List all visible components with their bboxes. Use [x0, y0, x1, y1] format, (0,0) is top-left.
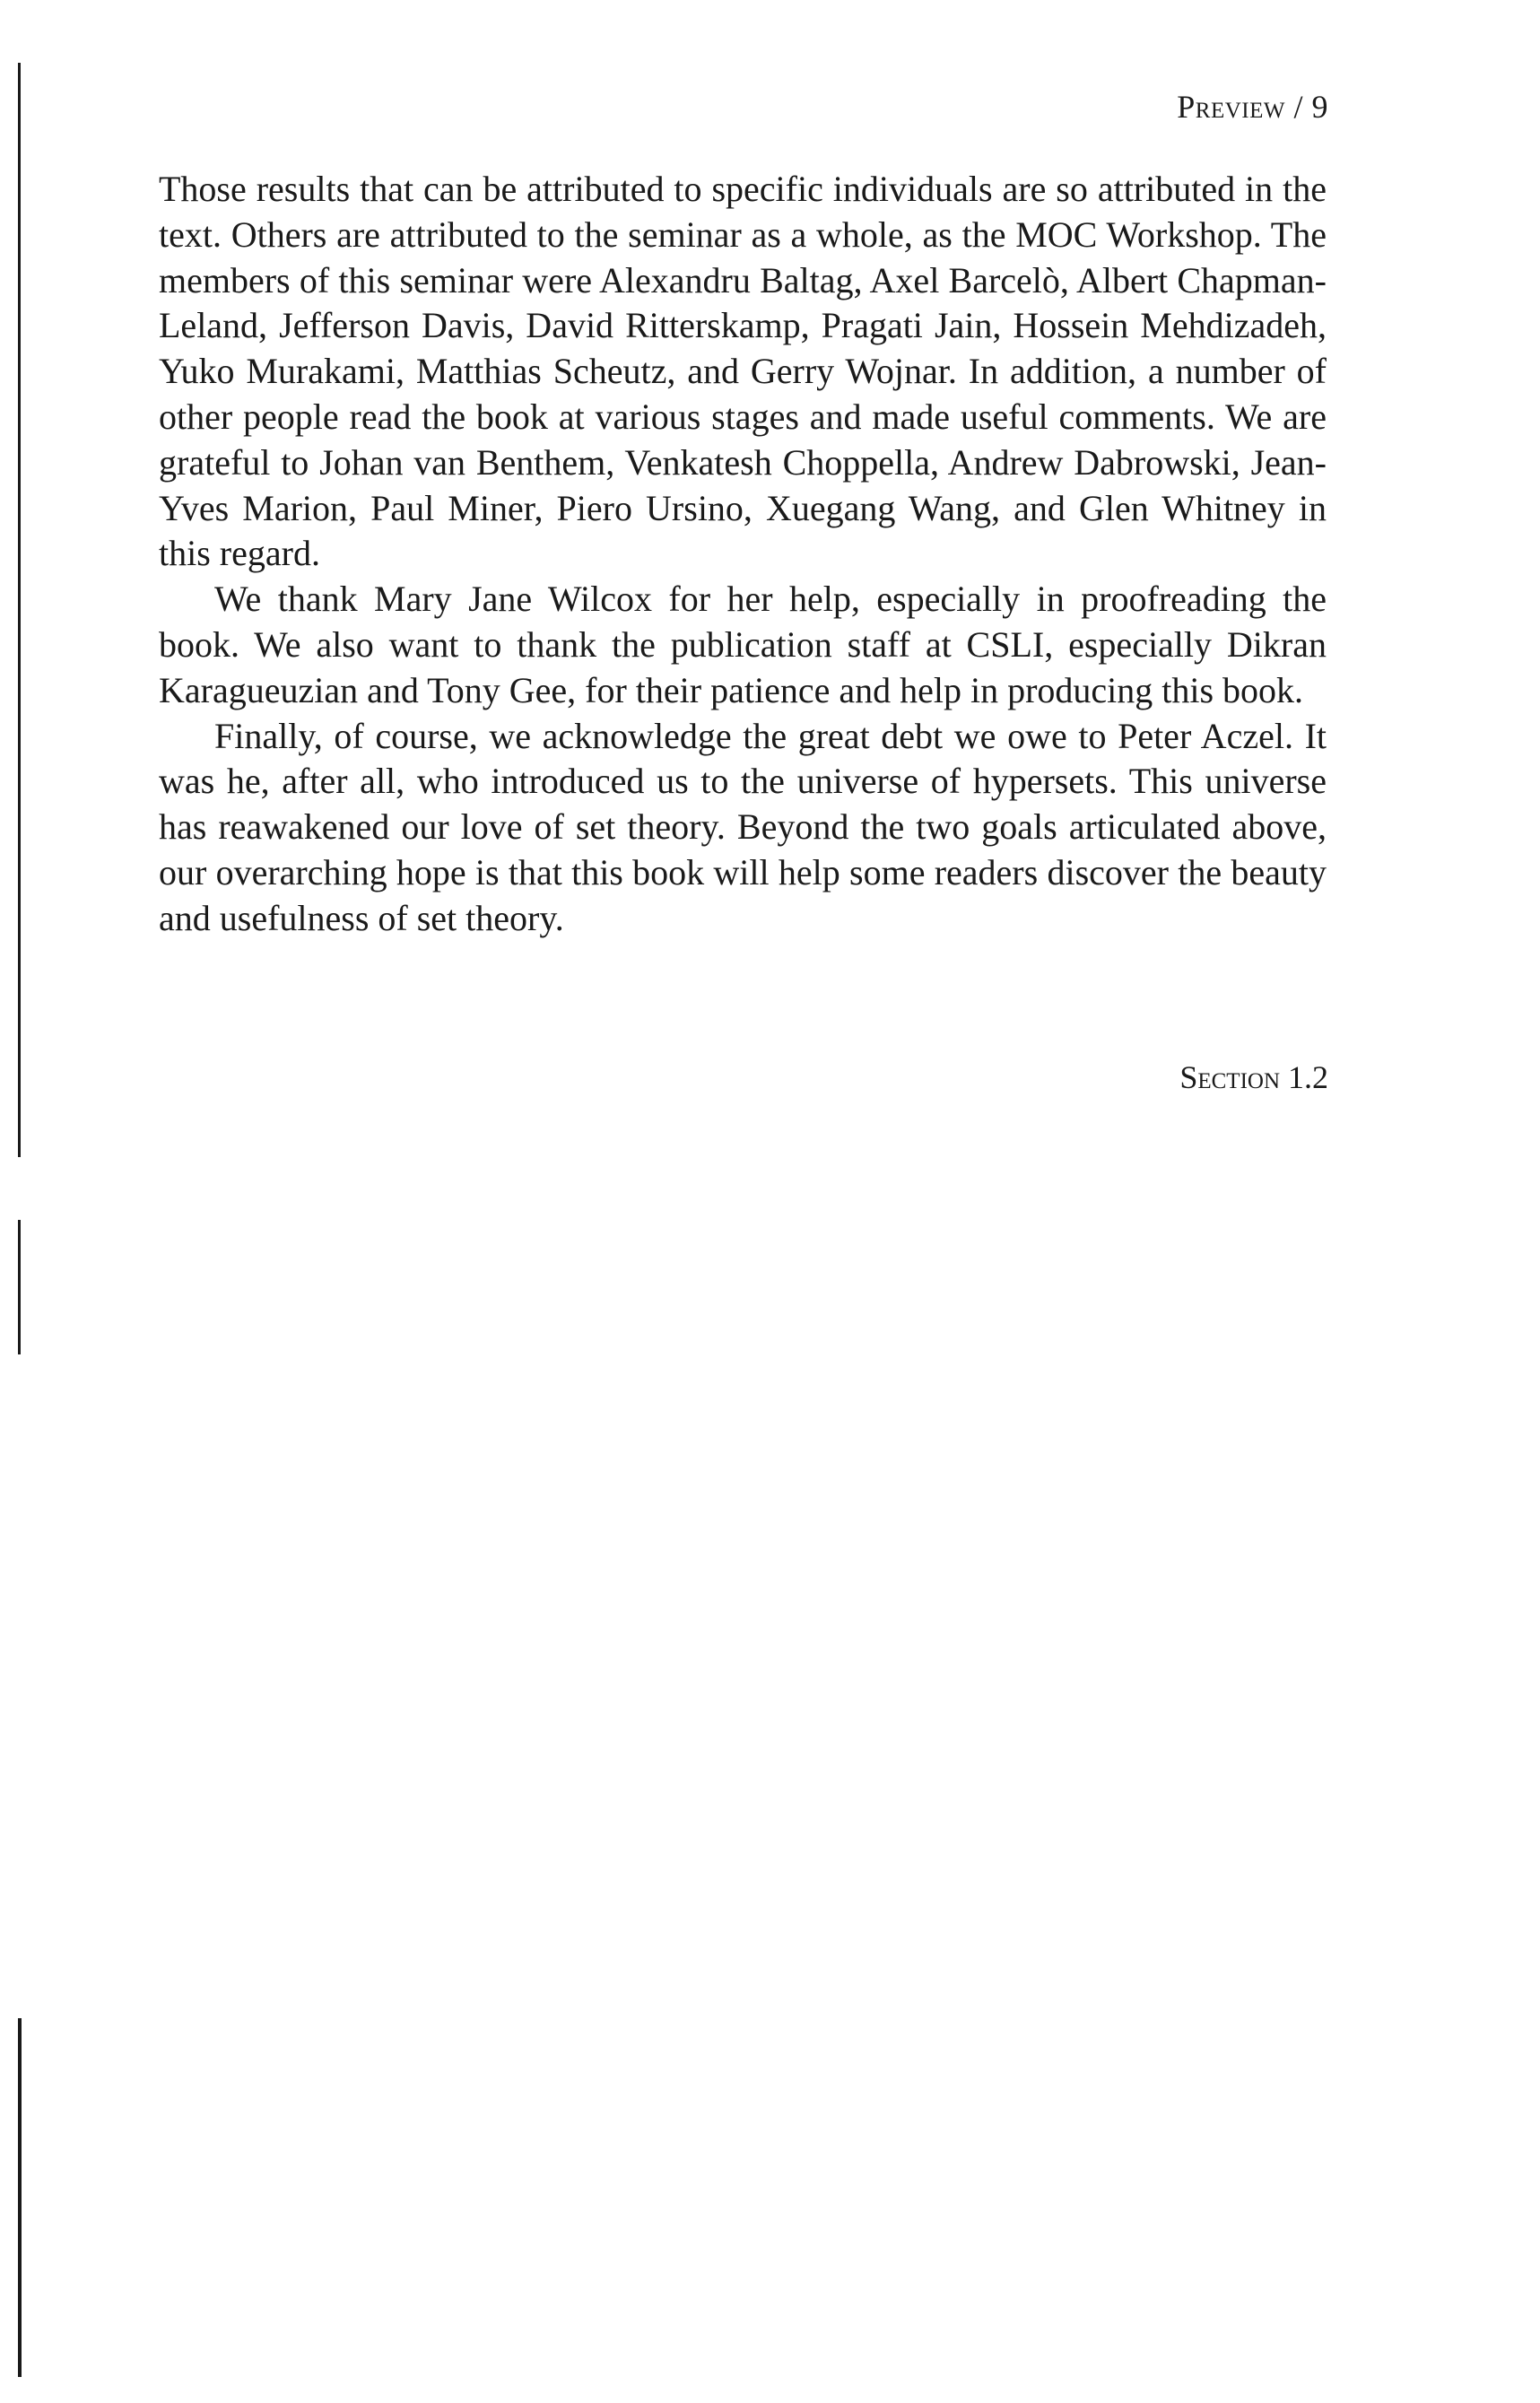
- paragraph-acknowledgments-1: Those results that can be attributed to specific individuals are so attributed in the text. Others are attributed to the seminar as a whole, as the MOC Workshop. The members of this seminar were Alexandru Baltag, Axel Barcelò, Albert Chapman-Leland, Jefferson Davis, David Ritterskamp, Pragati Jain, Hossein Mehdizadeh, Yuko Murakami, Matthias Scheutz, and Gerry Wojnar. In addition, a number of other people read the book at various stages and made useful comments. We are grateful to Johan van Benthem, Venkatesh Choppella, Andrew Dabrowski, Jean-Yves Marion, Paul Miner, Piero Ursino, Xuegang Wang, and Glen Whitney in this regard.: [159, 169, 1327, 574]
- header-section-name: Preview: [1177, 89, 1285, 125]
- body-text: [159, 167, 1327, 942]
- footer-section-number: 1.2: [1288, 1059, 1328, 1095]
- scan-margin-line-top: [18, 63, 21, 1157]
- header-separator: /: [1284, 89, 1312, 125]
- paragraph-acknowledgments-3: Finally, of course, we acknowledge the great debt we owe to Peter Aczel. It was he, after all, who introduced us to the universe of hypersets. This universe has reawakened our love of set theory. Beyond the two goals articulated above, our overarching hope is that this book will help some readers discover the beauty and usefulness of set theory.: [159, 715, 1327, 938]
- running-footer: [1179, 1058, 1328, 1096]
- scan-margin-line-bottom: [18, 2018, 22, 2377]
- paragraph-acknowledgments-2: We thank Mary Jane Wilcox for her help, especially in proofreading the book. We also want to thank the publication staff at CSLI, especially Dikran Karagueuzian and Tony Gee, for their patience and help in producing this book.: [159, 579, 1327, 710]
- footer-section-label: Section: [1179, 1059, 1280, 1095]
- scan-margin-line-middle: [18, 1220, 21, 1354]
- page-number: 9: [1311, 89, 1328, 125]
- running-header: [1177, 88, 1328, 126]
